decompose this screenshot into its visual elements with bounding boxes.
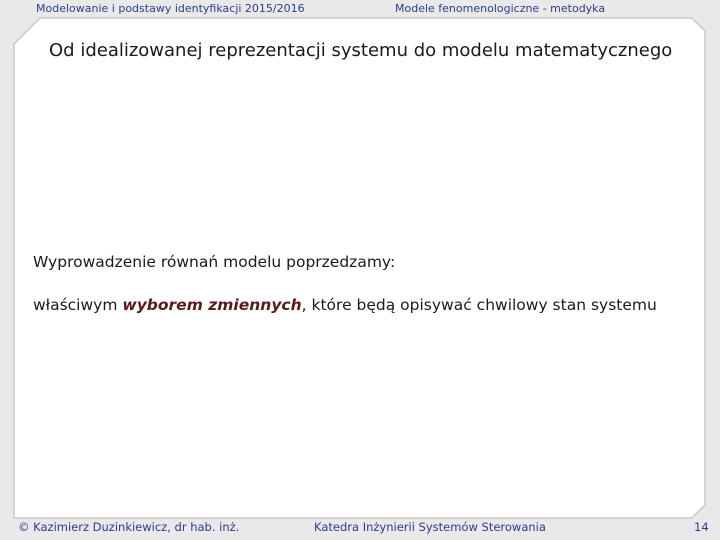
line-prefix: właściwym	[33, 296, 123, 314]
page-number: 14	[694, 520, 709, 534]
header-course: Modelowanie i podstawy identyfikacji 2015/2016	[36, 2, 305, 15]
slide-title: Od idealizowanej reprezentacji systemu do modelu matematycznego	[49, 40, 673, 61]
intro-text: Wyprowadzenie równań modelu poprzedzamy:	[33, 253, 396, 271]
footer-department: Katedra Inżynierii Systemów Sterowania	[314, 520, 546, 534]
line-emphasis: wyborem zmiennych	[122, 296, 302, 314]
line-suffix: , które będą opisywać chwilowy stan systemu	[301, 296, 657, 314]
bullet-line	[33, 296, 657, 314]
footer-author: © Kazimierz Duzinkiewicz, dr hab. inż.	[18, 520, 240, 534]
header-topic: Modele fenomenologiczne - metodyka	[395, 2, 606, 15]
